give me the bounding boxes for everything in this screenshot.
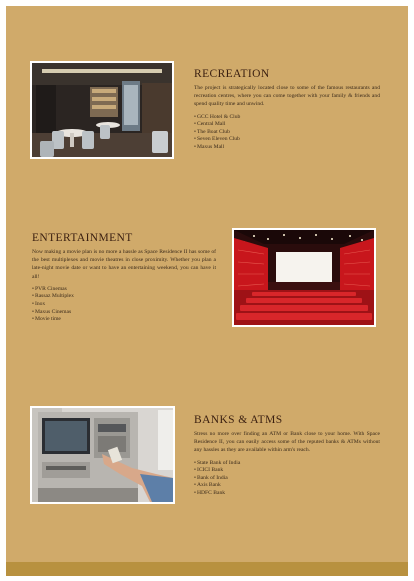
list-item: • Seven Eleven Club — [194, 136, 380, 144]
list-item: • State Bank of India — [194, 460, 380, 468]
recreation-title: RECREATION — [194, 68, 270, 80]
banks-description: Stress no more over finding an ATM or Bank close to your home. With Space Residence II, you can easily access some of the reputed banks & ATMs without any hassles as they are available within arm's reach. — [194, 431, 380, 454]
banks-section — [194, 414, 380, 498]
list-item: • Rassaz Multiplex — [32, 293, 216, 301]
list-item: • ICICI Bank — [194, 467, 380, 475]
list-item: • Bank of India — [194, 475, 380, 483]
entertainment-section — [32, 232, 216, 324]
list-item: • Maxus Cinemas — [32, 309, 216, 317]
entertainment-description: Now making a movie plan is no more a hassle as Space Residence II has some of the best multiplexes and movie theatres in close proximity. Whether you plan a late-night movie date or want to have an entertaining weekend, you can have it all! — [32, 249, 216, 280]
list-item: • The Boat Club — [194, 129, 380, 137]
entertainment-title: ENTERTAINMENT — [32, 232, 133, 244]
list-item: • HDFC Bank — [194, 490, 380, 498]
banks-title: BANKS & ATMS — [194, 414, 283, 426]
list-item: • Movie time — [32, 316, 216, 324]
list-item: • Maxus Mall — [194, 144, 380, 152]
list-item: • PVR Cinemas — [32, 286, 216, 294]
restaurant-photo — [30, 61, 174, 159]
atm-photo — [30, 406, 175, 504]
recreation-section — [194, 68, 380, 152]
entertainment-list — [32, 286, 216, 324]
cinema-hall-photo — [232, 228, 376, 327]
list-item: • GCC Hotel & Club — [194, 114, 380, 122]
list-item: • Central Mall — [194, 121, 380, 129]
footer-bar — [6, 562, 408, 576]
brochure-page — [6, 6, 408, 576]
list-item: • Inox — [32, 301, 216, 309]
list-item: • Axis Bank — [194, 482, 380, 490]
banks-list — [194, 460, 380, 498]
recreation-description: The project is strategically located close to some of the famous restaurants and recreation centres, where you can come together with your family & friends and spend quality time and unwind. — [194, 85, 380, 108]
recreation-list — [194, 114, 380, 152]
